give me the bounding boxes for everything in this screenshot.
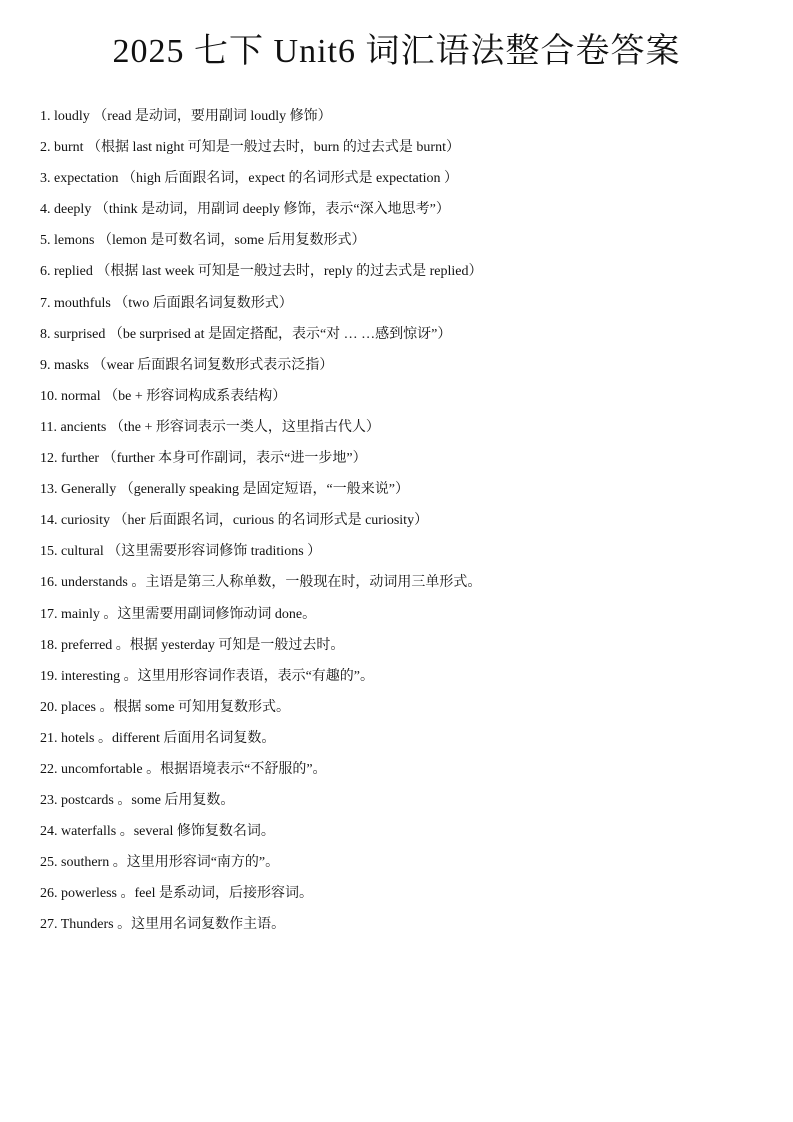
answer-item-17 — [40, 603, 780, 634]
answer-item-22 — [40, 758, 780, 789]
answer-text: 7. mouthfuls （two 后面跟名词复数形式） — [40, 295, 293, 311]
answer-item-9 — [40, 354, 780, 385]
answer-item-7 — [40, 292, 780, 323]
answer-item-21 — [40, 727, 780, 758]
answer-text: 20. places 。根据 some 可知用复数形式。 — [40, 699, 291, 715]
answer-text: 12. further （further 本身可作副词，表示“进一步地”） — [40, 451, 367, 467]
answer-text: 3. expectation （high 后面跟名词，expect 的名词形式是 expectation ） — [40, 171, 458, 187]
answer-text: 5. lemons （lemon 是可数名词，some 后用复数形式） — [40, 233, 366, 249]
answer-text: 17. mainly 。这里需要用副词修饰动词 done。 — [40, 606, 317, 622]
answer-text: 19. interesting 。这里用形容词作表语，表示“有趣的”。 — [40, 668, 375, 684]
answer-text: 26. powerless 。feel 是系动词，后接形容词。 — [40, 886, 313, 902]
answer-item-11 — [40, 416, 780, 447]
answer-item-4 — [40, 198, 780, 229]
answer-item-1 — [40, 105, 780, 136]
answer-text: 1. loudly （read 是动词，要用副词 loudly 修饰） — [40, 109, 332, 124]
answer-item-16 — [40, 571, 780, 602]
answer-item-24 — [40, 820, 780, 851]
answer-text: 25. southern 。这里用形容词“南方的”。 — [40, 855, 280, 871]
answer-item-2 — [40, 136, 780, 167]
answer-text: 6. replied （根据 last week 可知是一般过去时，reply 的过去式是 replied） — [40, 264, 483, 280]
answer-text: 14. curiosity （her 后面跟名词，curious 的名词形式是 curiosity） — [40, 513, 429, 529]
answer-item-14 — [40, 509, 780, 540]
answer-text: 2. burnt （根据 last night 可知是一般过去时，burn 的过去式是 burnt） — [40, 140, 460, 156]
answer-item-26 — [40, 882, 780, 913]
answer-text: 4. deeply （think 是动词，用副词 deeply 修饰，表示“深入地思考”） — [40, 202, 450, 218]
answer-text: 27. Thunders 。这里用名词复数作主语。 — [40, 917, 286, 933]
answer-list — [40, 105, 780, 945]
answer-item-18 — [40, 634, 780, 665]
answer-item-12 — [40, 447, 780, 478]
answer-item-20 — [40, 696, 780, 727]
answer-text: 10. normal （be + 形容词构成系表结构） — [40, 388, 287, 404]
answer-item-27 — [40, 913, 780, 944]
answer-item-8 — [40, 323, 780, 354]
document-title: 2025 七下 Unit6 词汇语法整合卷答案 — [112, 33, 681, 70]
answer-text: 22. uncomfortable 。根据语境表示“不舒服的”。 — [40, 761, 327, 777]
answer-item-19 — [40, 665, 780, 696]
answer-item-15 — [40, 540, 780, 571]
answer-item-6 — [40, 260, 780, 291]
answer-item-23 — [40, 789, 780, 820]
answer-text: 18. preferred 。根据 yesterday 可知是一般过去时。 — [40, 637, 345, 653]
answer-item-5 — [40, 229, 780, 260]
answer-text: 15. cultural （这里需要形容词修饰 traditions ） — [40, 544, 322, 560]
answer-text: 9. masks （wear 后面跟名词复数形式表示泛指） — [40, 357, 334, 373]
answer-text: 21. hotels 。different 后面用名词复数。 — [40, 730, 276, 746]
answer-text: 13. Generally （generally speaking 是固定短语，“一般来说”） — [40, 482, 409, 498]
answer-text: 16. understands 。主语是第三人称单数，一般现在时，动词用三单形式。 — [40, 575, 482, 591]
answer-item-25 — [40, 851, 780, 882]
answer-item-3 — [40, 167, 780, 198]
answer-text: 8. surprised （be surprised at 是固定搭配，表示“对 … …感到惊讶”） — [40, 326, 452, 342]
answer-text: 11. ancients （the + 形容词表示一类人，这里指古代人） — [40, 419, 380, 435]
answer-text: 23. postcards 。some 后用复数。 — [40, 793, 235, 809]
answer-text: 24. waterfalls 。several 修饰复数名词。 — [40, 824, 275, 840]
answer-item-13 — [40, 478, 780, 509]
answer-item-10 — [40, 385, 780, 416]
